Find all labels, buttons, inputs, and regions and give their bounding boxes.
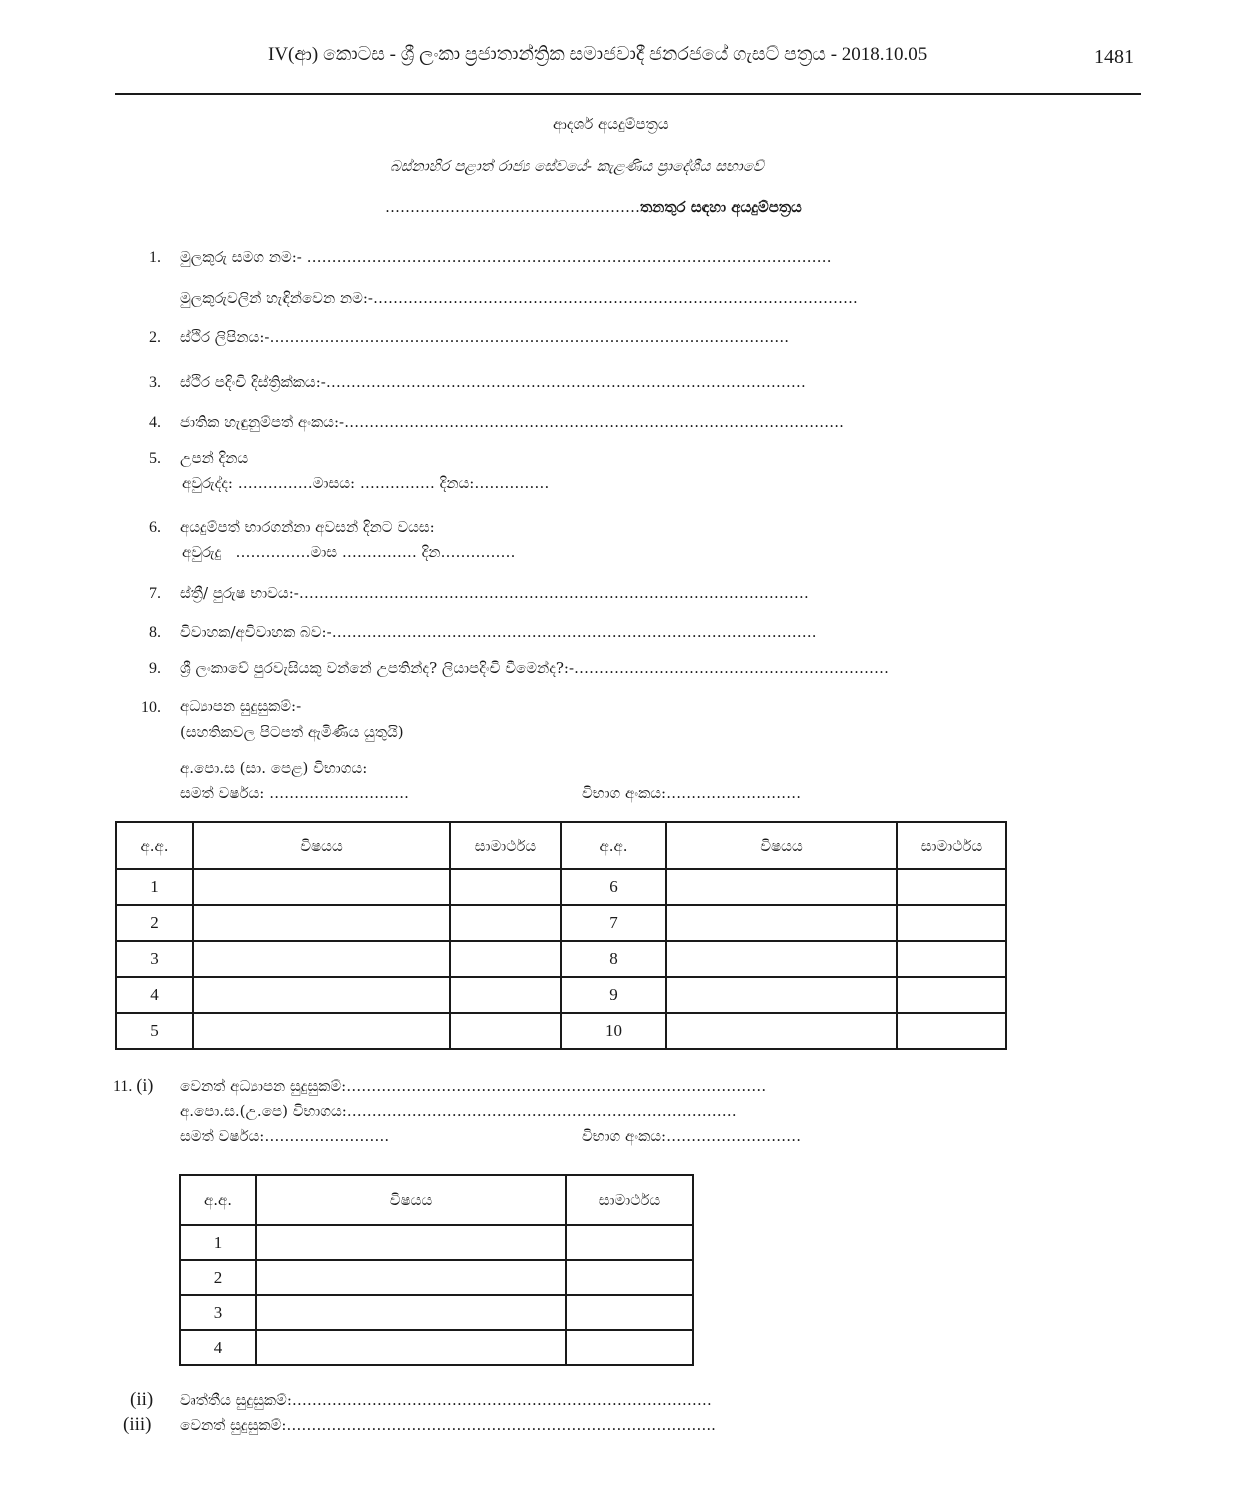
col-header-grade: සාමාර්ථය [450, 822, 561, 869]
grade-cell[interactable] [897, 1013, 1006, 1049]
field-age[interactable] [182, 543, 515, 561]
grade-cell[interactable] [897, 905, 1006, 941]
subject-cell[interactable] [666, 977, 897, 1013]
row-number: 1 [116, 869, 193, 905]
dob-day-dots: …………… [474, 474, 550, 492]
field-nic-number[interactable] [180, 413, 844, 431]
label: ස්ථිර ලිපිනය:- [180, 328, 270, 346]
table-row [180, 1330, 693, 1365]
label: ජාතික හැඳුනුම්පත් අංකය:- [180, 413, 345, 431]
post-dots: …………………………………………… [385, 198, 640, 216]
fill-dots: ………………………. [269, 784, 409, 802]
subject-cell[interactable] [256, 1225, 566, 1260]
field-dob-label: උපන් දිනය [180, 449, 249, 467]
field-name-denoted-by-initials[interactable] [180, 289, 858, 307]
label: විභාග අංකය: [582, 784, 667, 802]
al-results-table [179, 1174, 694, 1366]
table-row [116, 977, 1006, 1013]
field-11-i: (i) [136, 1075, 154, 1095]
field-11-num: 11. [113, 1078, 133, 1095]
row-number: 2 [116, 905, 193, 941]
row-number: 10 [561, 1013, 666, 1049]
field-1-number: 1. [149, 249, 161, 266]
age-days-dots: …………… [440, 543, 516, 561]
subject-cell[interactable] [256, 1295, 566, 1330]
field-dob[interactable] [182, 474, 549, 492]
gazette-header-title: IV(ආ) කොටස - ශ්‍රී ලංකා ප්‍රජාතාන්ත්‍රික සමාජවාදී ජනරජයේ ගැසට් පත්‍රය - 2018.10.05 [268, 44, 928, 65]
header-rule [115, 93, 1141, 95]
col-header-subject: විෂයය [193, 822, 450, 869]
field-2-number: 2. [149, 329, 161, 346]
grade-cell[interactable] [450, 1013, 561, 1049]
row-number: 3 [180, 1295, 256, 1330]
fill-dots: ………………………………………………………………………… [291, 1391, 712, 1409]
field-11-iii-number: (iii) [123, 1414, 152, 1435]
field-6-number: 6. [149, 519, 161, 536]
field-9-number: 9. [149, 660, 161, 677]
field-ol-index[interactable] [582, 784, 801, 802]
field-edu-label: අධ්‍යාපන සුදුසුකම්:- [180, 697, 302, 715]
subject-cell[interactable] [193, 1013, 450, 1049]
col-header-no: අ.අ. [180, 1175, 256, 1225]
form-subtitle: බස්නාහිර පළාත් රාජ්‍ය සේවයේ- කැළණිය ප්‍රාදේශීය සභාවේ [390, 157, 764, 175]
field-10-number: 10. [141, 699, 161, 716]
col-header-no: අ.අ. [116, 822, 193, 869]
row-number: 5 [116, 1013, 193, 1049]
label: ස්ථිර පදිංචි දිස්ත්‍රික්කය:- [180, 373, 326, 391]
fill-dots: ………………………………………………………………………………………. [344, 413, 844, 431]
fill-dots: …………………………………………………………………………….……………. [269, 328, 790, 346]
dob-month-dots: …………… [359, 474, 435, 492]
subject-cell[interactable] [193, 977, 450, 1013]
label: සමත් වර්ෂය: [180, 784, 265, 802]
field-al-index[interactable] [582, 1127, 801, 1145]
label: සමත් වර්ෂය: [180, 1127, 265, 1145]
col-header-grade: සාමාර්ථය [566, 1175, 693, 1225]
label: ස්ත්‍රී/ පුරුෂ භාවය:- [180, 584, 299, 602]
fill-dots: ……………………. [264, 1127, 390, 1145]
ol-results-table [115, 821, 1007, 1050]
label: විවාහක/අවිවාහක බව:- [180, 623, 332, 641]
grade-cell[interactable] [450, 941, 561, 977]
field-11-number [113, 1075, 153, 1096]
fill-dots: …………………………………………………………………………………… [325, 373, 806, 391]
page-number: 1481 [1094, 46, 1134, 68]
fill-dots: …………………………………………………………………………………………… [306, 248, 832, 266]
subject-cell[interactable] [666, 941, 897, 977]
row-number: 7 [561, 905, 666, 941]
field-other-edu[interactable] [180, 1077, 766, 1095]
grade-cell[interactable] [450, 869, 561, 905]
subject-cell[interactable] [666, 869, 897, 905]
field-11-ii-number: (ii) [130, 1389, 154, 1410]
row-number: 3 [116, 941, 193, 977]
table-row [180, 1225, 693, 1260]
fill-dots: ………………………………………………………………………… [346, 1077, 767, 1095]
grade-cell[interactable] [450, 905, 561, 941]
fill-dots: ………………………………………………………………………….. [286, 1416, 716, 1434]
grade-cell[interactable] [566, 1260, 693, 1295]
field-age-label: අයදුම්පත් භාරගන්නා අවසන් දිනට වයස: [180, 518, 435, 536]
row-number: 1 [180, 1225, 256, 1260]
subject-cell[interactable] [193, 905, 450, 941]
grade-cell[interactable] [450, 977, 561, 1013]
fill-dots: …………………………………………………………………… [346, 1102, 737, 1120]
col-header-no: අ.අ. [561, 822, 666, 869]
field-al-year[interactable] [180, 1127, 389, 1145]
table-row [180, 1295, 693, 1330]
label: වෙනත් සුදුසුකම්: [180, 1416, 287, 1434]
age-months-label: මාස [310, 543, 338, 561]
fill-dots: ……………………… [666, 784, 802, 802]
subject-cell[interactable] [666, 1013, 897, 1049]
field-permanent-address[interactable] [180, 328, 789, 346]
label: මුලකුරු සමග නම:- [180, 248, 302, 266]
col-header-grade: සාමාර්ථය [897, 822, 1006, 869]
age-years-dots: …………… [235, 543, 311, 561]
field-name-with-initials[interactable] [180, 248, 832, 266]
field-other-qualifications[interactable] [180, 1416, 716, 1434]
label: වෙනත් අධ්‍යාපන සුදුසුකම්: [180, 1077, 347, 1095]
table-header-row [116, 822, 1006, 869]
row-number: 8 [561, 941, 666, 977]
table-header-row [180, 1175, 693, 1225]
field-3-number: 3. [149, 374, 161, 391]
age-years-label: අවුරුදු [182, 543, 222, 561]
dob-month-label: මාසය: [312, 474, 356, 492]
grade-cell[interactable] [566, 1225, 693, 1260]
table-row [116, 869, 1006, 905]
field-8-number: 8. [149, 624, 161, 641]
fill-dots: ……………………………………………………… [574, 659, 890, 677]
field-permanent-district[interactable] [180, 373, 806, 391]
post-label: තනතුර සඳහා අයදුම්පත්‍රය [640, 198, 802, 216]
field-edu-note: (සහතිකවල පිටපත් ඇමිණිය යුතුයි) [180, 723, 404, 741]
field-5-number: 5. [149, 450, 161, 467]
row-number: 6 [561, 869, 666, 905]
dob-year-dots: …………… [237, 474, 313, 492]
field-civil-status[interactable] [180, 623, 816, 641]
label: විභාග අංකය: [582, 1127, 667, 1145]
row-number: 4 [116, 977, 193, 1013]
row-number: 9 [561, 977, 666, 1013]
label: වෘත්තීය සුදුසුකම්: [180, 1391, 292, 1409]
grade-cell[interactable] [566, 1330, 693, 1365]
field-4-number: 4. [149, 414, 161, 431]
fill-dots: ……………………… [666, 1127, 802, 1145]
age-months-dots: …………… [341, 543, 417, 561]
grade-cell[interactable] [566, 1295, 693, 1330]
age-days-label: දින [421, 543, 441, 561]
fill-dots: ……………………………………………………………………………………. [331, 623, 817, 641]
field-citizenship[interactable] [180, 659, 889, 677]
label: මුලකුරුවලින් හැඳින්වෙන නම:- [180, 289, 373, 307]
table-row [116, 905, 1006, 941]
subject-cell[interactable] [193, 869, 450, 905]
grade-cell[interactable] [897, 869, 1006, 905]
label: අ.පො.ස.(උ.පෙ) විභාගය: [180, 1102, 347, 1120]
table-row [116, 941, 1006, 977]
subject-cell[interactable] [256, 1330, 566, 1365]
subject-cell[interactable] [256, 1260, 566, 1295]
grade-cell[interactable] [897, 977, 1006, 1013]
table-row [180, 1260, 693, 1295]
col-header-subject: විෂයය [256, 1175, 566, 1225]
field-7-number: 7. [149, 585, 161, 602]
fill-dots: ……………………………………………………………………………………. [373, 289, 858, 307]
label: ශ්‍රී ලංකාවේ පුරවැසියකු වන්නේ උපතින්ද? ලියාපදිංචි වීමෙන්ද?:- [180, 659, 575, 677]
grade-cell[interactable] [897, 941, 1006, 977]
row-number: 2 [180, 1260, 256, 1295]
field-ol-year[interactable] [180, 784, 409, 802]
subject-cell[interactable] [193, 941, 450, 977]
field-al-exam[interactable] [180, 1102, 737, 1120]
fill-dots: ………………………………………………………………………………………… [298, 584, 809, 602]
table-row [116, 1013, 1006, 1049]
field-ol-exam-label: අ.පො.ස (සා. පෙළ) විභාගය: [180, 759, 368, 777]
field-gender[interactable] [180, 584, 809, 602]
dob-year-label: අවුරුද්ද: [182, 474, 233, 492]
dob-day-label: දිනය: [439, 474, 475, 492]
post-line [385, 198, 802, 216]
col-header-subject: විෂයය [666, 822, 897, 869]
field-professional-qualifications[interactable] [180, 1391, 712, 1409]
row-number: 4 [180, 1330, 256, 1365]
form-title: ආදර්ශ අයදුම්පත්‍රය [553, 115, 669, 133]
subject-cell[interactable] [666, 905, 897, 941]
